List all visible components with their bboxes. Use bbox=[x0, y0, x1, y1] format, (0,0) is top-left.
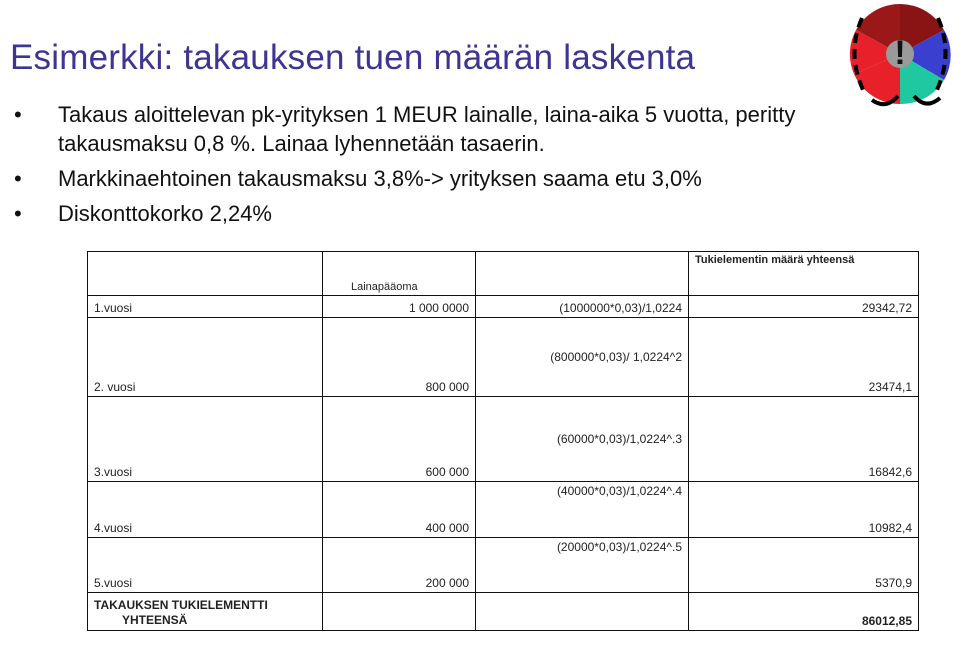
total-principal-cell bbox=[323, 593, 476, 631]
row-principal: 1 000 0000 bbox=[323, 296, 476, 318]
row-formula: (800000*0,03)/ 1,0224^2 bbox=[476, 318, 689, 397]
table-row bbox=[88, 538, 919, 593]
exclamation-pie-logo-icon bbox=[842, 0, 958, 112]
bullet-text: Takaus aloittelevan pk-yrityksen 1 MEUR lainalle, laina-aika 5 vuotta, peritty takausmaksu 0,8 %. Lainaa lyhennetään tasaerin. bbox=[58, 102, 796, 156]
row-label: 4.vuosi bbox=[88, 482, 323, 538]
row-amount: 10982,4 bbox=[689, 482, 919, 538]
row-amount: 29342,72 bbox=[689, 296, 919, 318]
total-amount: 86012,85 bbox=[689, 593, 919, 631]
total-label-line1: TAKAUKSEN TUKIELEMENTTI bbox=[94, 598, 268, 612]
guarantee-calculation-table bbox=[87, 251, 919, 631]
row-principal: 400 000 bbox=[323, 482, 476, 538]
row-amount: 23474,1 bbox=[689, 318, 919, 397]
table-row bbox=[88, 296, 919, 318]
slide-title: Esimerkki: takauksen tuen määrän laskenta bbox=[10, 38, 696, 77]
row-formula: (60000*0,03)/1,0224^.3 bbox=[476, 397, 689, 482]
row-principal: 600 000 bbox=[323, 397, 476, 482]
table-row bbox=[88, 482, 919, 538]
total-formula-cell bbox=[476, 593, 689, 631]
bullet-item bbox=[14, 100, 894, 158]
bullet-dot: • bbox=[14, 201, 22, 226]
bullet-dot: • bbox=[14, 102, 22, 127]
row-amount: 5370,9 bbox=[689, 538, 919, 593]
row-principal: 200 000 bbox=[323, 538, 476, 593]
row-formula: (1000000*0,03)/1,0224 bbox=[476, 296, 689, 318]
row-formula: (20000*0,03)/1,0224^.5 bbox=[476, 538, 689, 593]
header-cell-label bbox=[88, 252, 323, 296]
header-cell-total: Tukielementin määrä yhteensä bbox=[689, 252, 919, 296]
header-cell-principal: Lainapääoma bbox=[323, 252, 476, 296]
row-formula: (40000*0,03)/1,0224^.4 bbox=[476, 482, 689, 538]
row-label: 1.vuosi bbox=[88, 296, 323, 318]
header-cell-formula bbox=[476, 252, 689, 296]
row-principal: 800 000 bbox=[323, 318, 476, 397]
row-label: 5.vuosi bbox=[88, 538, 323, 593]
table-row bbox=[88, 397, 919, 482]
row-label: 2. vuosi bbox=[88, 318, 323, 397]
table-total-row bbox=[88, 593, 919, 631]
table-row bbox=[88, 318, 919, 397]
total-label bbox=[88, 593, 323, 631]
bullet-text: Diskonttokorko 2,24% bbox=[58, 201, 272, 226]
table-header-row bbox=[88, 252, 919, 296]
bullet-item bbox=[14, 199, 894, 228]
total-label-line2: YHTEENSÄ bbox=[122, 613, 188, 627]
logo-exclamation-mark: ! bbox=[894, 34, 906, 72]
row-label: 3.vuosi bbox=[88, 397, 323, 482]
bullet-list bbox=[14, 100, 894, 234]
bullet-dot: • bbox=[14, 166, 22, 191]
bullet-item bbox=[14, 164, 894, 193]
bullet-text: Markkinaehtoinen takausmaksu 3,8%-> yrityksen saama etu 3,0% bbox=[58, 166, 702, 191]
row-amount: 16842,6 bbox=[689, 397, 919, 482]
